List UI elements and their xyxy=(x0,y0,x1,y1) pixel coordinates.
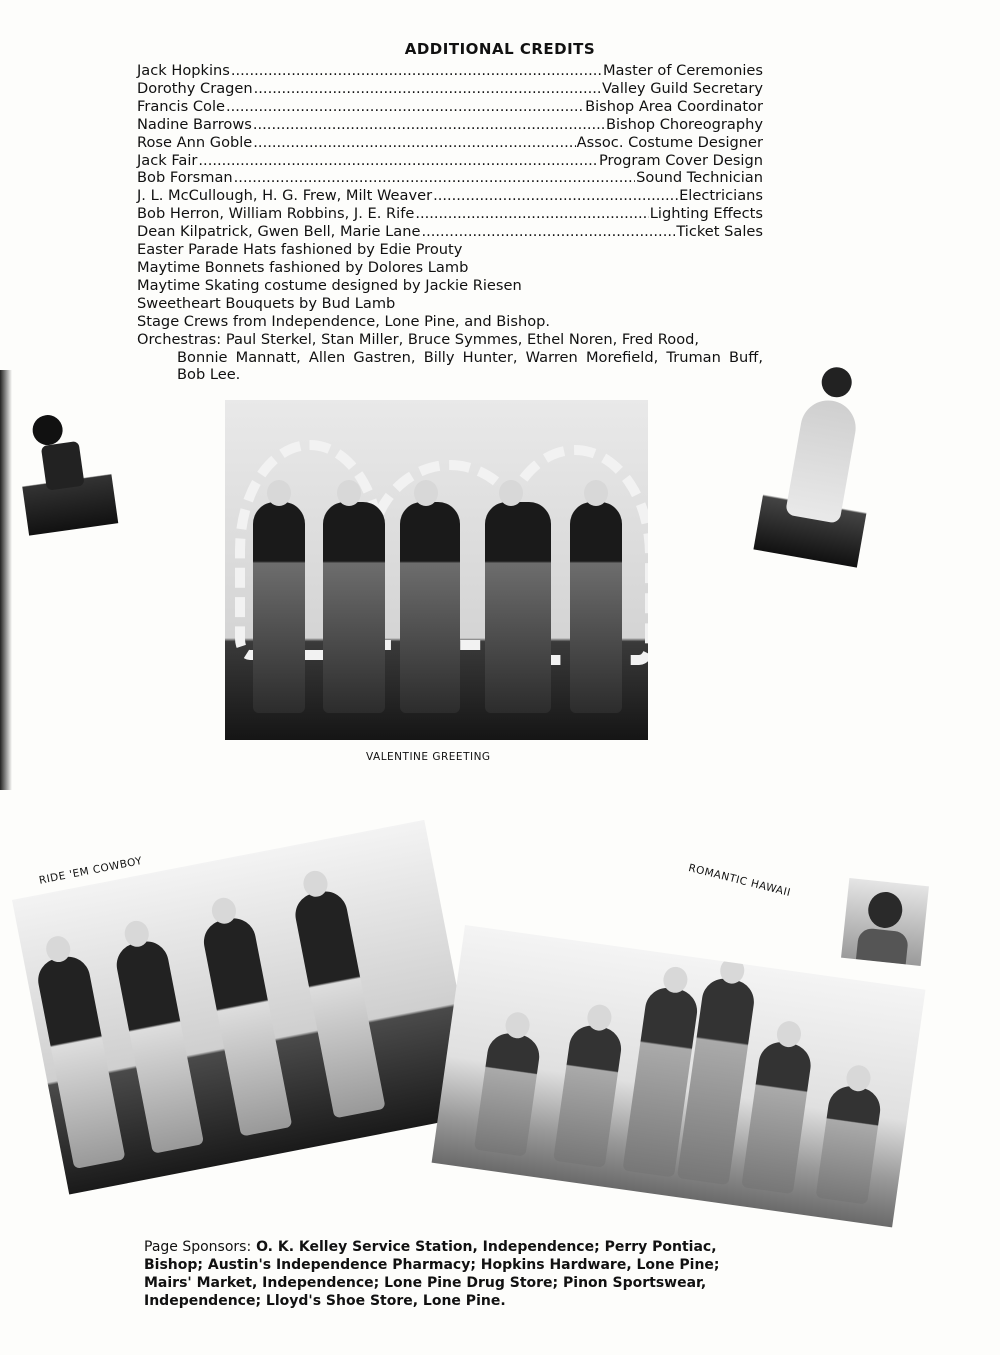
valentine-greeting-photo xyxy=(225,400,648,740)
credit-role: Program Cover Design xyxy=(599,151,763,169)
credit-role: Sound Technician xyxy=(636,169,763,187)
cowboy-caption: RIDE 'EM COWBOY xyxy=(38,854,144,887)
orchestra-continuation: Bonnie Mannatt, Allen Gastren, Billy Hunter, Warren Morefield, Truman Buff, Bob Lee. xyxy=(177,348,763,384)
credit-name: Dean Kilpatrick, Gwen Bell, Marie Lane xyxy=(137,223,421,241)
note-line: Easter Parade Hats fashioned by Edie Prouty xyxy=(137,241,463,259)
credit-role: Bishop Choreography xyxy=(605,115,763,133)
credit-role: Master of Ceremonies xyxy=(602,62,763,79)
credit-row xyxy=(137,223,763,241)
credit-role: Electricians xyxy=(679,187,763,205)
sponsors-text: O. K. Kelley Service Station, Independence; Perry Pontiac, Bishop; Austin's Independence Pharmacy; Hopkins Hardware, Lone Pine; Mairs' Market, Independence; Lone Pine Drug Store; Pinon Sportswear, Independence; Lloyd's Shoe Store, Lone Pine. xyxy=(144,1239,720,1309)
credit-name: Bob Forsman xyxy=(137,169,233,187)
credit-role: Lighting Effects xyxy=(649,205,763,223)
credit-role: Ticket Sales xyxy=(676,223,763,241)
page-edge-shadow xyxy=(0,370,12,790)
hawaii-inset-photo xyxy=(841,878,929,966)
sponsors-label: Page Sponsors: xyxy=(144,1239,252,1255)
orchestra-first-line: Orchestras: Paul Sterkel, Stan Miller, Bruce Symmes, Ethel Noren, Fred Rood, xyxy=(137,330,700,348)
credit-name: Nadine Barrows xyxy=(137,115,252,133)
page-sponsors xyxy=(144,1238,770,1310)
credit-row xyxy=(137,187,763,205)
note-line: Maytime Skating costume designed by Jackie Riesen xyxy=(137,276,522,294)
hawaii-caption: ROMANTIC HAWAII xyxy=(687,862,792,900)
credit-row xyxy=(137,98,763,116)
page-title: ADDITIONAL CREDITS xyxy=(404,40,596,58)
credit-name: Bob Herron, William Robbins, J. E. Rife xyxy=(137,205,415,223)
credit-row xyxy=(137,62,763,80)
credit-role: Assoc. Costume Designer xyxy=(576,133,763,151)
orchestra-credit xyxy=(137,331,763,385)
credit-name: Francis Cole xyxy=(137,97,225,115)
credit-name: Rose Ann Goble xyxy=(137,133,253,151)
dancer-figure-photo xyxy=(753,352,891,567)
credits-list xyxy=(137,62,763,384)
credit-name: J. L. McCullough, H. G. Frew, Milt Weaver xyxy=(137,187,433,205)
credit-role: Bishop Area Coordinator xyxy=(585,97,763,115)
credit-row xyxy=(137,152,763,170)
credit-row xyxy=(137,169,763,187)
credit-name: Jack Fair xyxy=(137,151,198,169)
note-line: Stage Crews from Independence, Lone Pine, and Bishop. xyxy=(137,312,551,330)
valentine-caption: VALENTINE GREETING xyxy=(366,751,491,763)
cowboy-figure-photo xyxy=(12,399,119,535)
credit-row xyxy=(137,134,763,152)
credit-role: Valley Guild Secretary xyxy=(602,79,763,97)
note-line: Maytime Bonnets fashioned by Dolores Lamb xyxy=(137,258,469,276)
note-line: Sweetheart Bouquets by Bud Lamb xyxy=(137,294,396,312)
credit-row xyxy=(137,205,763,223)
credit-name: Jack Hopkins xyxy=(137,62,230,79)
credit-row xyxy=(137,116,763,134)
credit-row xyxy=(137,80,763,98)
romantic-hawaii-photo xyxy=(432,925,926,1227)
credit-name: Dorothy Cragen xyxy=(137,79,253,97)
